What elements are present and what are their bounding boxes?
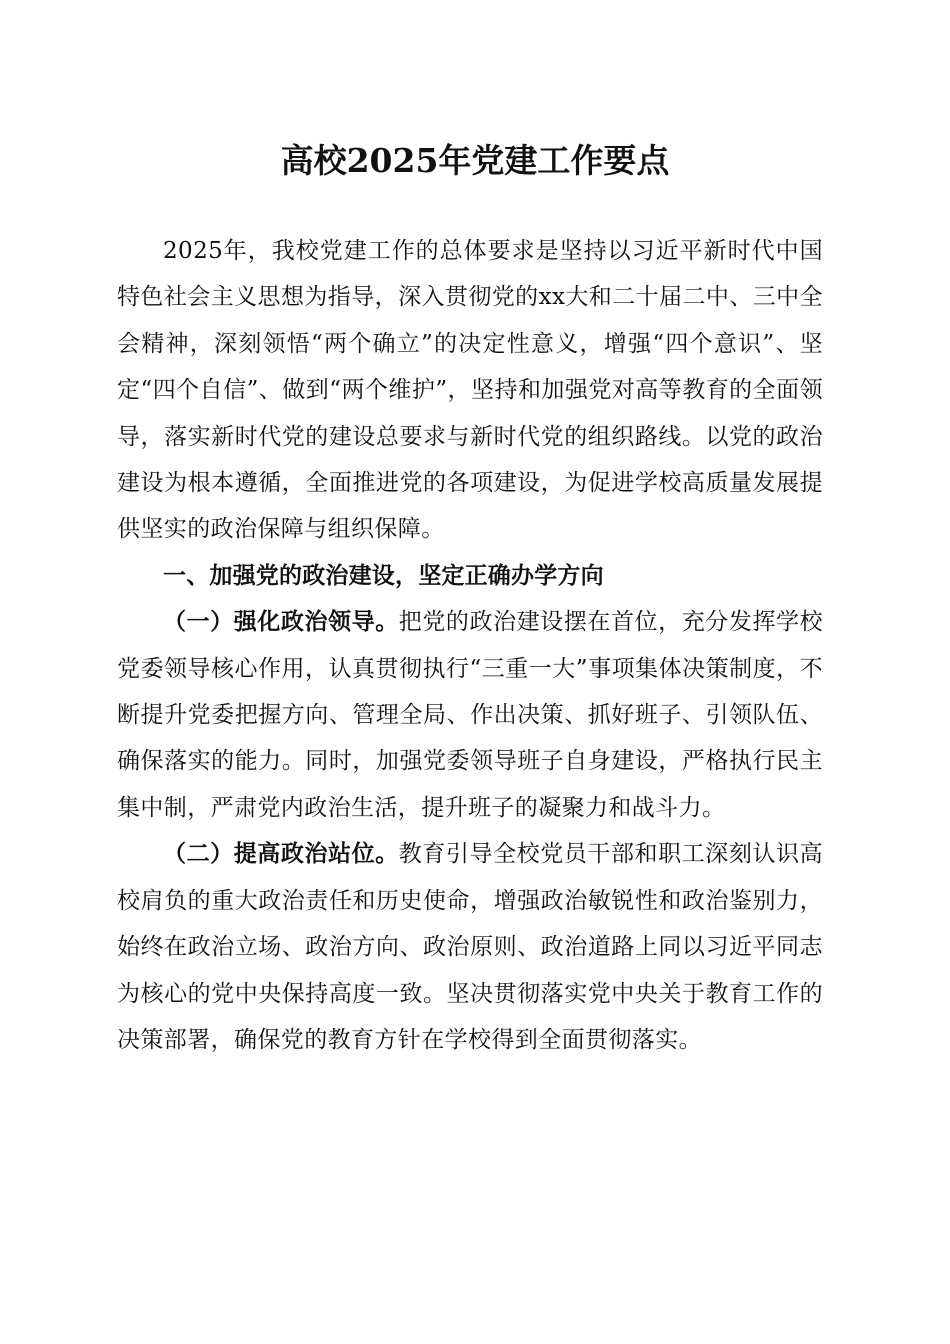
item-paragraph-2 <box>117 831 823 1063</box>
document-title: 高校2025年党建工作要点 <box>280 141 670 180</box>
item-text-2: 教育引导全校党员干部和职工深刻认识高校肩负的重大政治责任和历史使命，增强政治敏锐性和政治鉴别力，始终在政治立场、政治方向、政治原则、政治道路上同以习近平同志为核心的党中央保持高度一致。坚决贯彻落实党中央关于教育工作的决策部署，确保党的教育方针在学校得到全面贯彻落实。 <box>117 841 824 1053</box>
section-heading-1: 一、加强党的政治建设，坚定正确办学方向 <box>163 562 604 589</box>
item-lead-2: （二）提高政治站位。 <box>163 841 399 868</box>
item-lead-1: （一）强化政治领导。 <box>163 609 399 636</box>
item-paragraph-1 <box>117 599 823 831</box>
intro-paragraph: 2025年，我校党建工作的总体要求是坚持以习近平新时代中国特色社会主义思想为指导，深入贯彻党的xx大和二十届二中、三中全会精神，深刻领悟“两个确立”的决定性意义，增强“四个意识”、坚定“四个自信”、做到“两个维护”，坚持和加强党对高等教育的全面领导，落实新时代党的建设总要求与新时代党的组织路线。以党的政治建设为根本遵循，全面推进党的各项建设，为促进学校高质量发展提供坚实的政治保障与组织保障。 <box>117 238 823 543</box>
item-text-1: 把党的政治建设摆在首位，充分发挥学校党委领导核心作用，认真贯彻执行“三重一大”事项集体决策制度，不断提升党委把握方向、管理全局、作出决策、抓好班子、引领队伍、确保落实的能力。同时，加强党委领导班子自身建设，严格执行民主集中制，严肃党内政治生活，提升班子的凝聚力和战斗力。 <box>117 609 824 821</box>
document-body <box>117 228 823 1063</box>
